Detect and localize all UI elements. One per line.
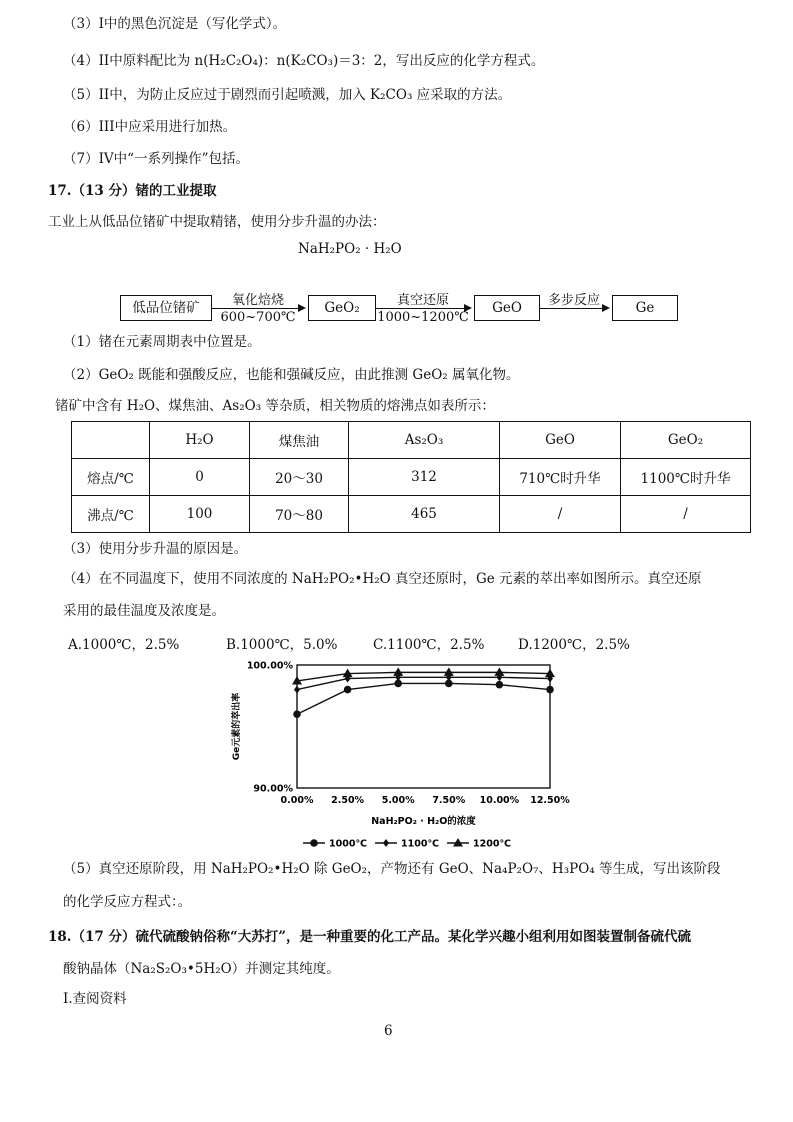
table-header-cell: As₂O₃	[349, 422, 500, 459]
table-cell: 熔点/℃	[72, 459, 150, 496]
data-point	[393, 667, 403, 676]
q4-text: （4）II中原料配比为 n(H₂C₂O₄)：n(K₂CO₃)＝3：2，写出反应的化学方程式	[63, 53, 531, 69]
q17-1-text-end: 。	[247, 334, 261, 350]
q17-4-line-a: （4）在不同温度下，使用不同浓度的 NaH₂PO₂•H₂O 真空还原时，Ge 元素的萃出率如图所示。真空还原	[63, 571, 702, 587]
y-tick-label: 100.00%	[246, 660, 293, 672]
q5-line	[63, 86, 511, 106]
q17-1-text: （1）锗在元素周期表中位置是	[63, 334, 248, 350]
q3-text: （3）I中的黑色沉淀是	[63, 16, 199, 32]
table-cell: 0	[150, 459, 250, 496]
table-row	[72, 459, 751, 496]
table-cell: 465	[349, 496, 500, 533]
q5-text: （5）II中，为防止反应过于剧烈而引起喷溅，加入 K₂CO₃ 应采取	[63, 87, 458, 103]
y-tick-label: 90.00%	[253, 783, 293, 795]
melting-boiling-table	[71, 421, 751, 533]
q3-line	[63, 15, 286, 35]
data-point	[344, 686, 352, 694]
y-axis-label: Ge元素的萃出率	[232, 692, 242, 761]
table-header-cell: GeO₂	[621, 422, 751, 459]
q6-text: （6）III中应采用	[63, 119, 169, 135]
table-header-cell: H₂O	[150, 422, 250, 459]
table-cell: 70～80	[250, 496, 349, 533]
flow-node-low-grade-ore: 低品位锗矿	[120, 295, 212, 321]
x-tick-label: 5.00%	[381, 795, 415, 806]
flow-node-ge: Ge	[612, 295, 678, 321]
data-point	[310, 839, 318, 847]
q17-5-text: 的化学反应方程式：	[63, 894, 178, 910]
flow-arrow-2-top-label: 真空还原	[396, 293, 449, 308]
q18-section-heading: I.查阅资料	[63, 991, 127, 1007]
q7-text: （7）IV中“一系列操作”包括	[63, 151, 236, 167]
table-cell: /	[621, 496, 751, 533]
flow-arrow-1	[212, 308, 304, 309]
table-intro: 锗矿中含有 H₂O、煤焦油、As₂O₃ 等杂质，相关物质的熔沸点如表所示：	[55, 398, 495, 414]
x-axis-label: NaH₂PO₂ · H₂O的浓度	[371, 816, 476, 827]
table-cell: 100	[150, 496, 250, 533]
x-tick-label: 0.00%	[280, 795, 314, 806]
legend-label: 1000℃	[329, 838, 367, 850]
table-header-cell: 煤焦油	[250, 422, 349, 459]
q17-3-line	[63, 540, 247, 560]
q6-line	[63, 118, 236, 138]
data-point	[383, 839, 389, 847]
q5-text-end: 的方法。	[457, 87, 512, 103]
q17-3-text-end: 。	[233, 541, 248, 557]
table-cell: /	[500, 496, 621, 533]
flow-node-geo2: GeO₂	[308, 295, 376, 321]
flow-arrow-3	[540, 308, 608, 309]
option-c: C.1100℃，2.5%	[373, 637, 485, 653]
q17-2-text: （2）GeO₂ 既能和强酸反应，也能和强碱反应，由此推测 GeO₂ 属	[63, 367, 466, 383]
flow-arrow-1-bottom-label: 600~700℃	[220, 310, 296, 325]
data-point	[453, 838, 463, 847]
data-point	[494, 667, 504, 676]
reagent-label: NaH₂PO₂ · H₂O	[298, 241, 402, 257]
x-tick-label: 10.00%	[479, 795, 520, 806]
q17-intro: 工业上从低品位锗矿中提取精锗，使用分步升温的办法：	[48, 214, 386, 230]
option-d: D.1200℃，2.5%	[518, 637, 630, 653]
q17-4-line-b	[63, 602, 225, 622]
q17-5-text-end: 。	[177, 894, 192, 910]
q17-2-line	[63, 366, 519, 386]
flow-arrow-2	[376, 308, 470, 309]
series-line-circle	[297, 683, 550, 714]
flow-node-geo: GeO	[474, 295, 540, 321]
data-point	[294, 686, 300, 694]
q6-text-end: 进行加热。	[168, 119, 237, 135]
q17-3-text: （3）使用分步升温的原因是	[63, 541, 234, 557]
table-header-cell	[72, 422, 150, 459]
table-row	[72, 496, 751, 533]
option-a: A.1000℃，2.5%	[68, 637, 180, 653]
flow-arrow-3-top-label: 多步反应	[547, 293, 600, 308]
q17-5-line-a: （5）真空还原阶段，用 NaH₂PO₂•H₂O 除 GeO₂，产物还有 GeO、Na₄P₂O₇、H₃PO₄ 等生成，写出该阶段	[63, 861, 721, 877]
flow-arrow-2-bottom-label: 1000~1200℃	[377, 310, 469, 325]
q3-text-end: （写化学式）。	[198, 16, 287, 32]
table-cell: 312	[349, 459, 500, 496]
page-number: 6	[384, 1023, 393, 1039]
option-b: B.1000℃，5.0%	[226, 637, 338, 653]
table-header-row	[72, 422, 751, 459]
q17-2-text-end: 氧化物。	[465, 367, 520, 383]
q4-line	[63, 52, 544, 72]
table-cell: 1100℃时升华	[621, 459, 751, 496]
table-cell: 沸点/℃	[72, 496, 150, 533]
table-cell: 20～30	[250, 459, 349, 496]
legend-label: 1200℃	[473, 838, 511, 850]
q17-4-text: 采用的最佳温度及浓度是	[63, 603, 212, 619]
flow-arrow-1-top-label: 氧化焙烧	[231, 293, 284, 308]
q17-title: 17.（13 分）锗的工业提取	[48, 183, 217, 199]
x-tick-label: 7.50%	[432, 795, 466, 806]
data-point	[546, 686, 554, 694]
extraction-rate-chart	[225, 655, 585, 855]
q18-line-a: 18.（17 分）硫代硫酸钠俗称“大苏打”，是一种重要的化工产品。某化学兴趣小组利用如图装置制备硫代硫	[48, 929, 692, 945]
q17-1-line	[63, 333, 261, 353]
data-point	[496, 681, 504, 689]
table-header-cell: GeO	[500, 422, 621, 459]
q17-5-line-b	[63, 893, 191, 913]
q17-4-text-end: 。	[211, 603, 225, 619]
data-point	[444, 667, 454, 676]
q7-text-end: 。	[235, 151, 249, 167]
q4-text-end: 。	[530, 53, 545, 69]
q7-line	[63, 150, 249, 170]
legend-label: 1100℃	[401, 838, 439, 850]
x-tick-label: 12.50%	[530, 795, 570, 806]
table-cell: 710℃时升华	[500, 459, 621, 496]
data-point	[293, 710, 301, 718]
q18-line-b: 酸钠晶体（Na₂S₂O₃•5H₂O）并测定其纯度。	[63, 961, 340, 977]
x-tick-label: 2.50%	[331, 795, 365, 806]
